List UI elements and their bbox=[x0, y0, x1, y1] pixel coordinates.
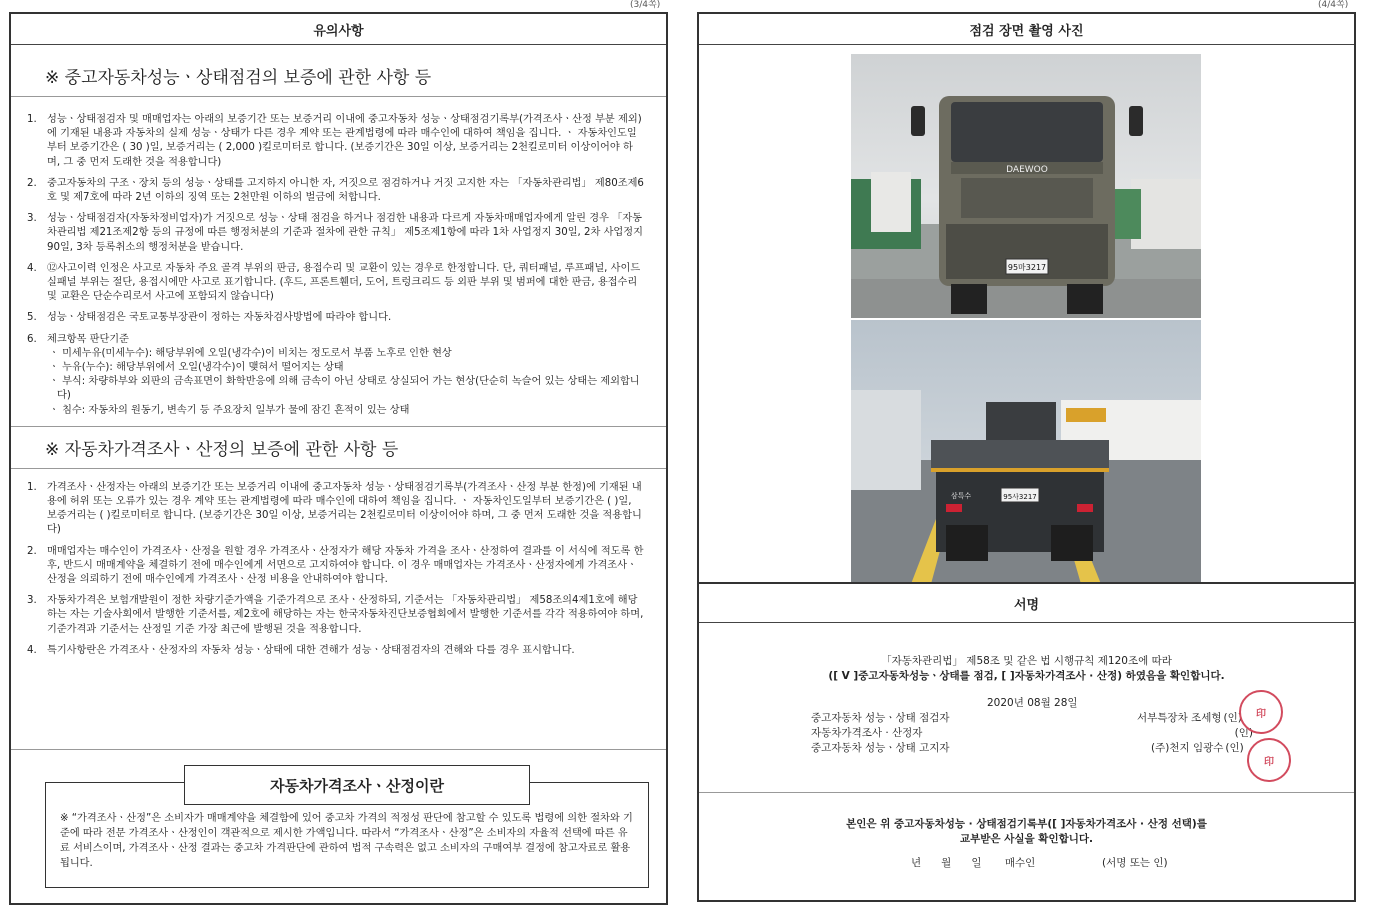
seal-mark: (인) bbox=[1225, 742, 1244, 754]
seal-stamp-icon: 印 bbox=[1239, 690, 1283, 734]
performance-warranty-list bbox=[11, 113, 666, 418]
signature-date: 2020년 08월 28일 bbox=[987, 697, 1078, 709]
criteria-item: ㆍ 침수: 자동차의 원동기, 변속기 등 주요장치 일부가 물에 잠긴 흔적이 있는 상태 bbox=[49, 404, 410, 416]
page-number-right: (4/4쪽) bbox=[1318, 0, 1349, 10]
divider bbox=[11, 749, 666, 750]
rear-company-label: 삼특수 bbox=[950, 492, 972, 500]
signer-row bbox=[811, 711, 1253, 726]
price-warranty-list bbox=[11, 481, 666, 658]
law-statement bbox=[699, 654, 1354, 684]
signer-name: (주)천지 임광수 bbox=[1151, 742, 1224, 754]
list-item: 3. 자동차가격은 보험개발원이 정한 차량기준가액을 기준가격으로 조사ㆍ산정하되, 기준서는 「자동차관리법」 제58조의4제1호에 해당하는 자는 기술사회에서 발행한 기준서를, 제2호에 해당하는 자는 한국자동차진단보증협회에서 발행한 기준서를 각각 적용하여야 하며, 기준가격과 기준서는 산정일 기준 가장 최근에 발행된 것을 적용합니다. bbox=[27, 595, 644, 635]
signer-name: 서부특장차 조세형 bbox=[1137, 712, 1222, 724]
receipt-confirmation bbox=[699, 817, 1354, 847]
performance-warranty-title: ※ 중고자동차성능ㆍ상태점검의 보증에 관한 사항 등 bbox=[11, 55, 666, 97]
truck-rear-photo bbox=[851, 320, 1201, 584]
criteria-item: ㆍ 누유(누수): 해당부위에서 오일(냉각수)이 맺혀서 떨어지는 상태 bbox=[49, 362, 344, 374]
confirm-line: 교부받은 사실을 확인합니다. bbox=[959, 833, 1093, 845]
list-item: 4. 특기사항란은 가격조사ㆍ산정자의 자동차 성능ㆍ상태에 대한 견해가 성능ㆍ상태점검자의 견해와 다를 경우 표시합니다. bbox=[27, 644, 575, 656]
list-item: 4. ⑫사고이력 인정은 사고로 자동차 주요 골격 부위의 판금, 용접수리 및 교환이 있는 경우로 한정합니다. 단, 쿼터패널, 루프패널, 사이드실패널 부위는 절단, 용접시에만 사고로 표기합니다. (후드, 프론트휀더, 도어, 트렁크리드 등 외판 부위 및 범퍼에 대한 판금, 용접수리 및 교환은 단순수리로서 사고에 포함되지 않습니다) bbox=[27, 262, 641, 303]
list-item: 5. 성능ㆍ상태점검은 국토교통부장관이 정하는 자동차검사방법에 따라야 합니다. bbox=[27, 312, 392, 324]
truck-front-photo bbox=[851, 54, 1201, 318]
list-item: 2. 매매업자는 매수인이 가격조사ㆍ산정을 원할 경우 가격조사ㆍ산정자가 해당 자동차 가격을 조사ㆍ산정하여 결과를 이 서식에 적도록 한 후, 반드시 매매계약을 체결하기 전에 매수인에게 서면으로 고지하여야 합니다. 이 경우 매매업자는 가격조사ㆍ산정자에게 가격조사ㆍ산정을 의뢰하기 전에 매수인에게 가격조사ㆍ산정 비용을 안내하여야 합니다. bbox=[27, 545, 644, 586]
rear-license-plate: 95사3217 bbox=[1003, 493, 1037, 501]
signer-role: 중고자동차 성능ㆍ상태 점검자 bbox=[811, 712, 950, 724]
photo-header: 점검 장면 촬영 사진 bbox=[699, 14, 1354, 45]
notice-header: 유의사항 bbox=[11, 14, 666, 45]
list-item: 2. 중고자동차의 구조ㆍ장치 등의 성능ㆍ상태를 고지하지 아니한 자, 거짓으로 점검하거나 거짓 고지한 자는 「자동차관리법」 제80조제6호 및 제7호에 따라 2년 이하의 징역 또는 2천만원 이하의 벌금에 처합니다. bbox=[27, 177, 644, 204]
notice-panel bbox=[9, 12, 668, 905]
price-warranty-title: ※ 자동차가격조사ㆍ산정의 보증에 관한 사항 등 bbox=[11, 426, 666, 469]
divider bbox=[699, 792, 1354, 793]
signer-row bbox=[811, 726, 1253, 741]
signer-row bbox=[811, 741, 1253, 756]
price-definition-text: ※ “가격조사ㆍ산정”은 소비자가 매매계약을 체결함에 있어 중고차 가격의 적정성 판단에 참고할 수 있도록 법령에 의한 절차와 기준에 따라 전문 가격조사ㆍ산정인이 객관적으로 제시한 가액입니다. 따라서 “가격조사ㆍ산정”은 소비자의 자율적 선택에 따른 유료 서비스이며, 가격조사ㆍ산정 결과는 중고차 가격판단에 관하여 법적 구속력은 없고 소비자의 구매여부 결정에 참고자료로 활용됩니다. bbox=[60, 813, 633, 869]
list-item: 1. 가격조사ㆍ산정자는 아래의 보증기간 또는 보증거리 이내에 중고자동차 성능ㆍ상태점검기록부(가격조사ㆍ산정 부분 한정)에 기재된 내용에 허위 또는 오류가 있는 경우 계약 또는 관계법령에 따라 매수인에 대하여 책임을 집니다. ㆍ 자동차인도일부터 보증기간은 ( )일, 보증거리는 ( )킬로미터로 합니다. (보증기간은 30일 이상, 보증거리는 2천킬로미터 이상이어야 하며, 그 중 먼저 도래한 것을 적용합니다) bbox=[27, 481, 642, 536]
seal-mark: (인) bbox=[1223, 712, 1242, 724]
price-definition-title: 자동차가격조사ㆍ산정이란 bbox=[184, 765, 530, 805]
buyer-signature-line: 년 월 일 매수인 (서명 또는 인) bbox=[911, 857, 1168, 869]
photo-sign-panel bbox=[697, 12, 1356, 902]
front-license-plate: 95마3217 bbox=[1007, 263, 1047, 272]
seal-stamp-icon: 印 bbox=[1247, 738, 1291, 782]
criteria-item: ㆍ 부식: 차량하부와 외판의 금속표면이 화학반응에 의해 금속이 아닌 상태로 상실되어 가는 현상(단순히 녹슬어 있는 상태는 제외합니다) bbox=[49, 376, 640, 402]
price-definition-box bbox=[45, 776, 649, 888]
page-number-left: (3/4쪽) bbox=[630, 0, 661, 10]
law-line: ([ V ]중고자동차성능ㆍ상태를 점검, [ ]자동차가격조사 · 산정) 하였음을 확인합니다. bbox=[828, 670, 1225, 682]
list-item: 3. 성능ㆍ상태점검자(자동차정비업자)가 거짓으로 성능ㆍ상태 점검을 하거나 점검한 내용과 다르게 자동차매매업자에게 알린 경우 「자동차관리법 제21조제2항 등의 규정에 따른 행정처분의 기준과 절차에 관한 규칙」 제5조제1항에 따라 1차 사업정지 30일, 2차 사업정지 90일, 3차 등록취소의 행정처분을 받습니다. bbox=[27, 213, 643, 253]
signer-role: 자동차가격조사 · 산정자 bbox=[811, 727, 923, 739]
signer-role: 중고자동차 성능ㆍ상태 고지자 bbox=[811, 742, 950, 754]
list-item: 1. 성능ㆍ상태점검자 및 매매업자는 아래의 보증기간 또는 보증거리 이내에 중고자동차 성능ㆍ상태점검기록부(가격조사ㆍ산정 부분 제외)에 기재된 내용과 자동차의 실제 성능ㆍ상태가 다른 경우 계약 또는 관계법령에 따라 매수인에 대하여 책임을 집니다. ㆍ 자동차인도일부터 보증기간은 ( 30 )일, 보증거리는 ( 2,000 )킬로미터로 합니다. (보증기간은 30일 이상, 보증거리는 2천킬로미터 이상이어야 하며, 그 중 먼저 도래한 것을 적용합니다) bbox=[27, 114, 642, 168]
list-item: 6. 체크항목 판단기준 ㆍ 미세누유(미세누수): 해당부위에 오일(냉각수)이 비치는 정도로서 부품 노후로 인한 현상 ㆍ 누유(누수): 해당부위에서 오일(냉각수)이 맺혀서 떨어지는 상태 ㆍ 부식: 차량하부와 외판의 금속표면이 화학반응에 의해 금속이 아닌 상태로 상실되어 가는 현상(단순히 녹슬어 있는 상태는 제외합니다) ㆍ 침수: 자동차의 원동기, 변속기 등 주요장치 일부가 물에 잠긴 흔적이 있는 상태 bbox=[45, 333, 644, 418]
seal-mark: (인) bbox=[1234, 727, 1253, 739]
confirm-line: 본인은 위 중고자동차성능 · 상태점검기록부([ ]자동차가격조사 · 산정 선택)를 bbox=[846, 818, 1207, 830]
signer-list bbox=[811, 711, 1253, 756]
truck-brand-label: DAEWOO bbox=[1006, 165, 1048, 175]
signature-header: 서명 bbox=[699, 584, 1354, 623]
criteria-item: ㆍ 미세누유(미세누수): 해당부위에 오일(냉각수)이 비치는 정도로서 부품 노후로 인한 현상 bbox=[49, 347, 452, 359]
law-line: 「자동차관리법」 제58조 및 같은 법 시행규칙 제120조에 따라 bbox=[881, 655, 1172, 667]
